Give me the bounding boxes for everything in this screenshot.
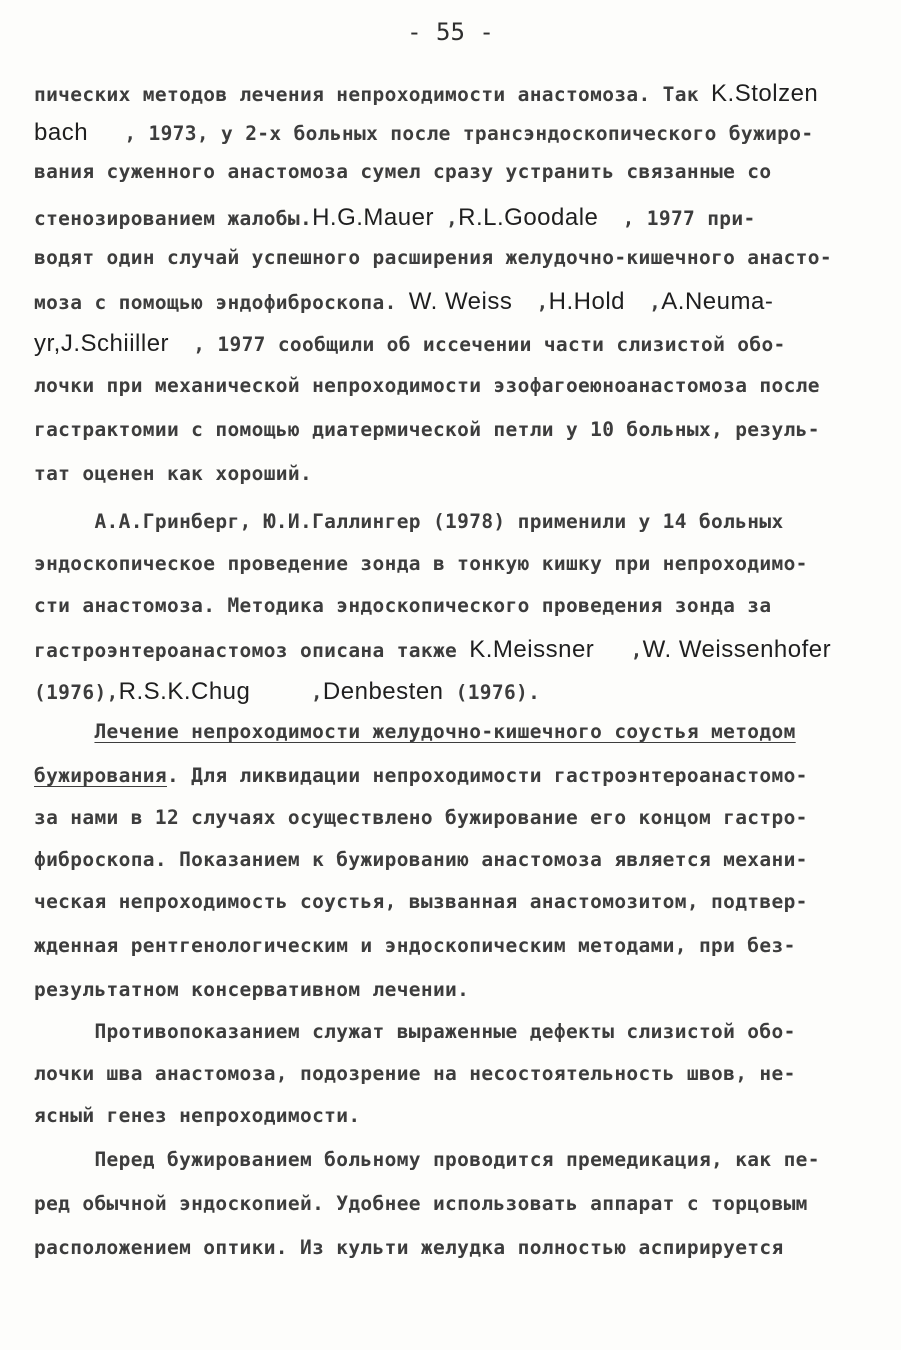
text-line [34, 936, 796, 956]
underlined-heading: Лечение непроходимости желудочно-кишечного соустья методом [94, 720, 796, 743]
text-line [34, 1022, 796, 1042]
text-line [34, 680, 540, 704]
typed-text: результатном консервативном лечении. [34, 978, 470, 1001]
text-line [34, 892, 808, 912]
typed-text: (1976). [443, 681, 541, 704]
text-line [34, 512, 784, 532]
text-line [34, 376, 820, 396]
typed-text: лочки шва анастомоза, подозрение на несостоятельность швов, не- [34, 1062, 796, 1085]
text-line [34, 766, 808, 786]
typed-text: Противопоказанием служат выраженные дефекты слизистой обо- [34, 1020, 796, 1043]
typed-text: гастрактомии с помощью диатермической петли у 10 больных, резуль- [34, 418, 820, 441]
underlined-heading: бужирования [34, 764, 167, 787]
typed-text: , [512, 291, 549, 314]
typed-text: сти анастомоза. Методика эндоскопического проведения зонда за [34, 594, 772, 617]
handwritten-name: W. Weissenhofer [642, 636, 832, 663]
handwritten-name: A.Neuma- [661, 288, 774, 315]
text-line [34, 596, 772, 616]
handwritten-name: R.S.K.Chug [118, 678, 251, 705]
text-line [34, 850, 808, 870]
text-line [34, 206, 756, 230]
text-line [34, 1194, 808, 1214]
handwritten-name: K.Stolzen [711, 80, 819, 107]
typed-text: за нами в 12 случаях осуществлено бужирование его концом гастро- [34, 806, 808, 829]
text-line [34, 162, 772, 182]
handwritten-name: bach [34, 119, 89, 146]
typed-text: стенозированием жалобы. [34, 207, 313, 230]
typed-text: (1976), [34, 681, 119, 704]
text-line [34, 1238, 784, 1258]
typed-text: ред обычной эндоскопией. Удобнее использовать аппарат с торцовым [34, 1192, 808, 1215]
text-line [34, 638, 831, 662]
handwritten-name: H.Hold [548, 288, 625, 315]
typed-text: , [625, 291, 662, 314]
typed-text: фиброскопа. Показанием к бужированию анастомоза является механи- [34, 848, 808, 871]
typed-text: , [433, 207, 459, 230]
typed-text: . Для ликвидации непроходимости гастроэнтероанастомо- [167, 764, 808, 787]
text-line [34, 464, 312, 484]
text-line [34, 332, 786, 356]
handwritten-name: H.G.Mauer [312, 204, 434, 231]
typed-text: А.А.Гринберг, Ю.И.Галлингер (1978) применили у 14 больных [34, 510, 784, 533]
typed-text: расположением оптики. Из культи желудка полностью аспирируется [34, 1236, 784, 1259]
text-line [34, 290, 773, 314]
typed-text: лочки при механической непроходимости эзофагоеюноанастомоза после [34, 374, 820, 397]
typed-text: ясный генез непроходимости. [34, 1104, 361, 1127]
typed-text: моза с помощью эндофиброскопа. [34, 291, 409, 314]
typed-text: жденная рентгенологическим и эндоскопическим методами, при без- [34, 934, 796, 957]
text-line [34, 1150, 820, 1170]
typed-text: Перед бужированием больному проводится премедикация, как пе- [34, 1148, 820, 1171]
typed-text: водят один случай успешного расширения желудочно-кишечного анасто- [34, 246, 832, 269]
text-line [34, 808, 808, 828]
text-line [34, 722, 796, 742]
text-line [34, 554, 808, 574]
text-line [34, 980, 469, 1000]
typed-text: , 1977 при- [598, 207, 756, 230]
text-line [34, 1106, 360, 1126]
page-number: - 55 - [407, 18, 494, 46]
typed-text: , 1973, у 2-х больных после трансэндоскопического бужиро- [88, 122, 814, 145]
typed-text: эндоскопическое проведение зонда в тонкую кишку при непроходимо- [34, 552, 808, 575]
handwritten-name: Denbesten [322, 678, 444, 705]
text-line [34, 82, 818, 106]
typed-text: , [250, 681, 323, 704]
typed-text: ческая непроходимость соустья, вызванная анастомозитом, подтвер- [34, 890, 808, 913]
typed-text: пических методов лечения непроходимости анастомоза. Так [34, 83, 712, 106]
typed-text [34, 720, 94, 743]
handwritten-name: K.Meissner [469, 636, 595, 663]
text-line [34, 121, 813, 145]
typed-text: тат оценен как хороший. [34, 462, 313, 485]
text-line [34, 1064, 796, 1084]
typed-text: вания суженного анастомоза сумел сразу устранить связанные со [34, 160, 772, 183]
handwritten-name: W. Weiss [408, 288, 513, 315]
handwritten-name: yr,J.Schiiller [34, 330, 170, 357]
text-line [34, 420, 820, 440]
typed-text: , 1977 сообщили об иссечении части слизистой обо- [169, 333, 786, 356]
handwritten-name: R.L.Goodale [458, 204, 599, 231]
text-line [34, 248, 832, 268]
typed-text: , [594, 639, 643, 662]
typed-text: гастроэнтероанастомоз описана также [34, 639, 470, 662]
